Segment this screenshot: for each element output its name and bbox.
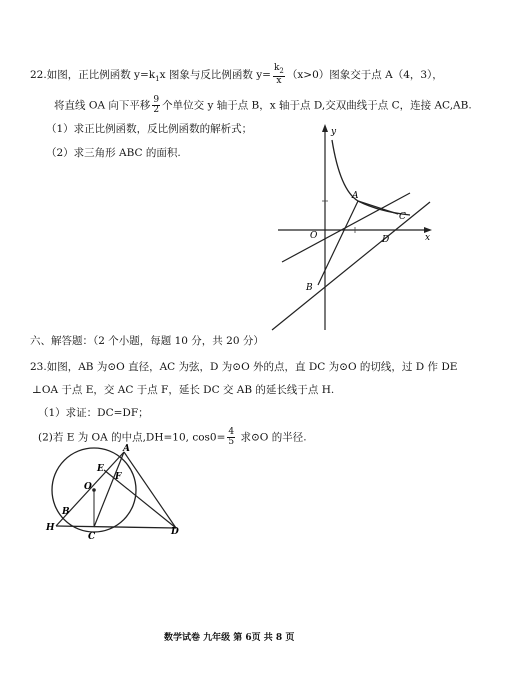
label-a: A (352, 191, 359, 201)
q22-part2: （2）求三角形 ABC 的面积. (46, 147, 181, 159)
label-e: E (97, 464, 104, 474)
label-h: H (46, 523, 55, 533)
q22-k1-sub: 1 (155, 75, 160, 83)
q23-line1: 23.如图，AB 为⊙O 直径，AC 为弦，D 为⊙O 外的点，直 DC 为⊙O 的切线，过 D 作 DE (30, 361, 458, 373)
q22-k2-num: k (273, 63, 280, 73)
q22-k2-den: x (276, 75, 282, 86)
label-c: C (88, 532, 96, 542)
label-x: x (425, 233, 431, 243)
label-d: D (382, 235, 390, 245)
q23-part2-b: 求⊙O 的半径. (237, 431, 307, 444)
q23-part1: （1）求证：DC=DF； (38, 407, 149, 419)
q22-line1-b: x 图象与反比例函数 y= (159, 68, 271, 81)
page-footer: 数学试卷 九年级 第 6页 共 8 页 (164, 633, 295, 643)
q22-shift-den: 2 (153, 105, 160, 115)
label-f: F (115, 472, 122, 482)
label-b: B (62, 507, 70, 517)
label-y: y (331, 127, 337, 137)
q23-part2-a: (2)若 E 为 OA 的中点,DH=10, cos0= (38, 431, 226, 444)
q22-part1: （1）求正比例函数，反比例函数的解析式； (46, 123, 253, 135)
q22-shift-num: 9 (153, 95, 160, 105)
q22-line2-a: 将直线 OA 向下平移 (54, 99, 151, 112)
center-point (92, 488, 96, 492)
q22-line2-b: 个单位交 y 轴于点 B，x 轴于点 D,交双曲线于点 C，连接 AC,AB. (162, 99, 472, 112)
label-a: A (123, 444, 130, 454)
q22-k2-sub: 2 (279, 66, 284, 75)
line-ad (124, 452, 176, 528)
section-6-heading: 六、解答题：（2 个小题，每题 10 分，共 20 分） (30, 335, 264, 347)
q23-cos-den: 5 (228, 437, 235, 447)
label-b: B (306, 283, 313, 293)
label-o: O (310, 231, 318, 241)
label-d: D (171, 527, 179, 537)
label-c: C (399, 212, 406, 222)
label-o: O (84, 482, 92, 492)
q23-cos-num: 4 (228, 427, 235, 437)
q22-line1-a: 22.如图，正比例函数 y=k (30, 68, 156, 81)
q23-line2: ⊥OA 于点 E，交 AC 于点 F，延长 DC 交 AB 的延长线于点 H. (32, 384, 335, 396)
q22-line1-c: （x>0）图象交于点 A（4，3）， (286, 68, 443, 81)
